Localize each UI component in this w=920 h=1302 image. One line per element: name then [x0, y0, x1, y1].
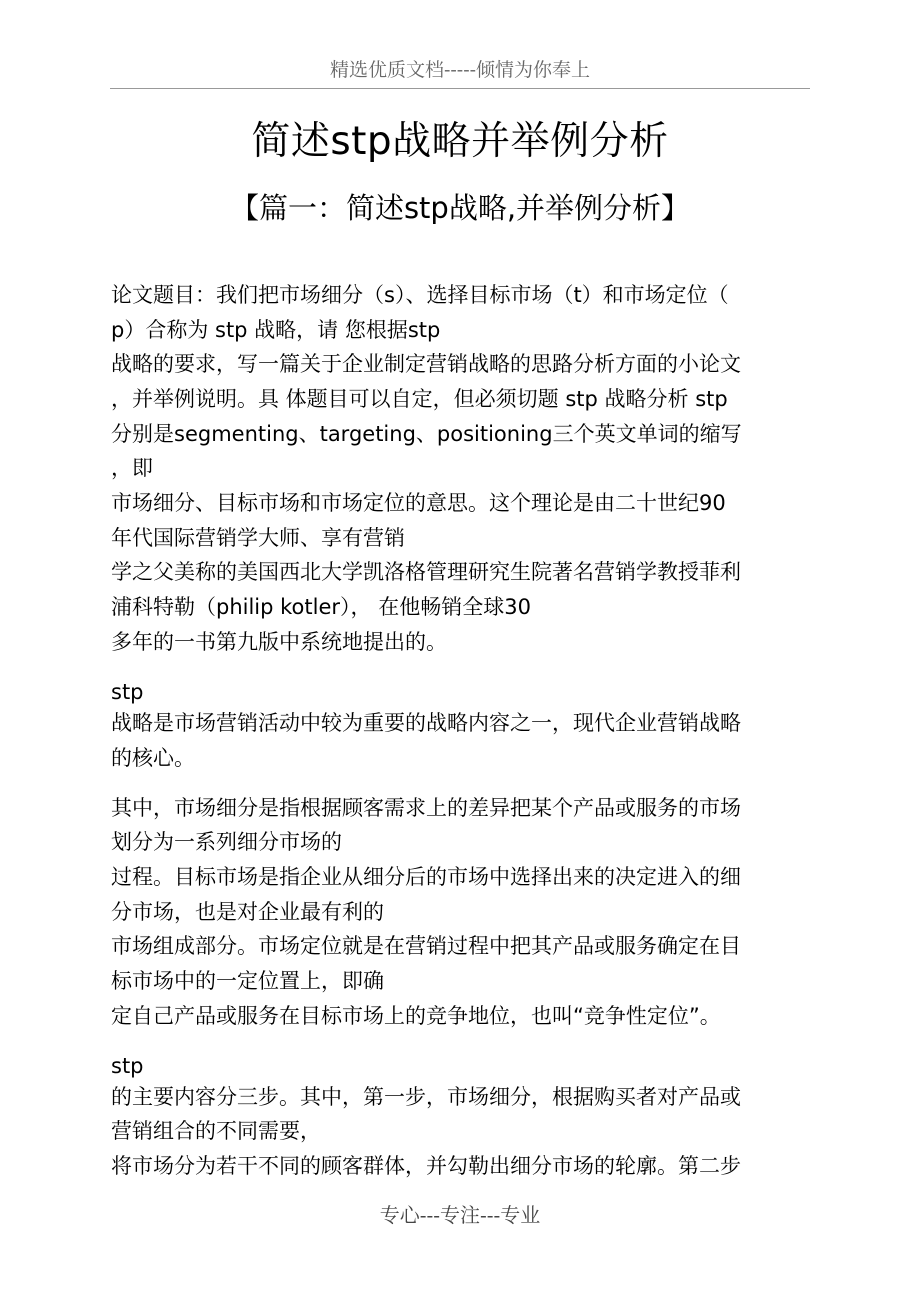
text-line: 市场组成部分。市场定位就是在营销过程中把其产品或服务确定在目 [111, 934, 741, 958]
header-divider [110, 88, 810, 89]
text-line: 战略的要求，写一篇关于企业制定营销战略的思路分析方面的小论文 [111, 352, 741, 376]
text-line: 战略是市场营销活动中较为重要的战略内容之一，现代企业营销战略 [111, 711, 741, 735]
text-line: stp [111, 680, 144, 704]
text-line: p）合称为 stp 战略，请 您根据stp [111, 318, 441, 342]
text-line: ，并举例说明。具 体题目可以自定，但必须切题 stp 战略分析 stp [111, 387, 728, 411]
text-line: 学之父美称的美国西北大学凯洛格管理研究生院著名营销学教授菲利 [111, 560, 741, 584]
text-line: 多年的一书第九版中系统地提出的。 [111, 630, 447, 654]
text-line: 分别是segmenting、targeting、positioning三个英文单词的缩写 [111, 422, 742, 446]
page-footer: 专心---专注---专业 [379, 1203, 541, 1227]
text-line: 论文题目：我们把市场细分（s）、选择目标市场（t）和市场定位（ [111, 283, 729, 307]
text-line: 过程。目标市场是指企业从细分后的市场中选择出来的决定进入的细 [111, 865, 741, 889]
page-header: 精选优质文档-----倾情为你奉上 [329, 59, 591, 81]
text-line: 的核心。 [111, 746, 195, 770]
text-line: 市场细分、目标市场和市场定位的意思。这个理论是由二十世纪90 [111, 491, 726, 515]
text-line: 年代国际营销学大师、享有营销 [111, 526, 405, 550]
section-heading: 【篇一：简述stp战略,并举例分析】 [229, 191, 691, 225]
text-line: 的主要内容分三步。其中，第一步，市场细分，根据购买者对产品或 [111, 1085, 741, 1109]
text-line: 浦科特勒（philip kotler）， 在他畅销全球30 [111, 595, 531, 619]
text-line: 标市场中的一定位置上，即确 [111, 969, 384, 993]
text-line: 划分为一系列细分市场的 [111, 830, 342, 854]
document-title: 简述stp战略并举例分析 [251, 119, 669, 164]
text-line: 其中，市场细分是指根据顾客需求上的差异把某个产品或服务的市场 [111, 796, 741, 820]
text-line: ，即 [111, 456, 153, 480]
text-line: 定自己产品或服务在目标市场上的竞争地位，也叫“竞争性定位”。 [111, 1004, 721, 1028]
text-line: 将市场分为若干不同的顾客群体，并勾勒出细分市场的轮廓。第二步 [111, 1154, 741, 1178]
text-line: stp [111, 1054, 144, 1078]
text-line: 营销组合的不同需要， [111, 1119, 321, 1143]
text-line: 分市场，也是对企业最有利的 [111, 900, 384, 924]
